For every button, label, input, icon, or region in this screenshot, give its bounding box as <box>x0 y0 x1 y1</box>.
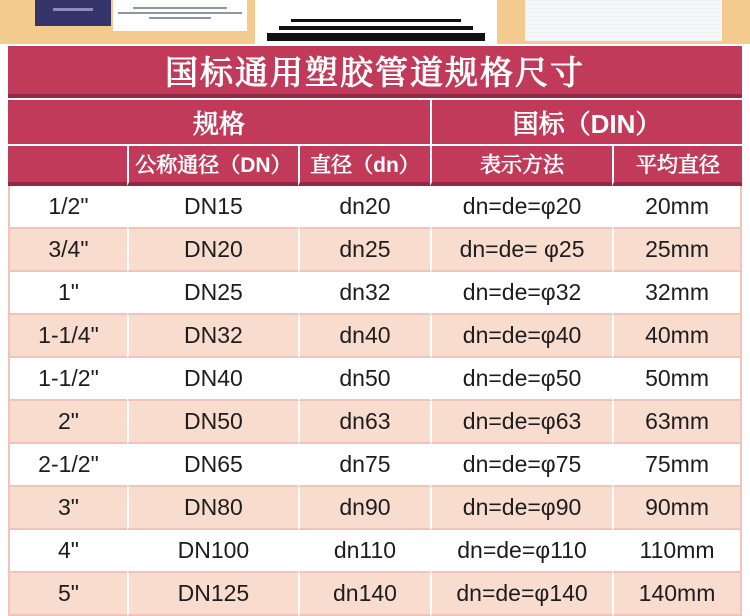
subheader-nominal-dn: 公称通径（DN） <box>127 146 298 186</box>
cell-dn-nominal: DN15 <box>127 186 298 229</box>
spec-table <box>8 100 742 616</box>
paper-sheet-image <box>525 0 722 41</box>
framed-certificate-image <box>255 0 497 44</box>
cell-dn-nominal: DN40 <box>127 358 298 401</box>
cell-avg-diameter: 25mm <box>612 229 742 272</box>
table-row <box>8 401 742 444</box>
cell-dn-diameter: dn40 <box>298 315 430 358</box>
subheader-avg-diameter: 平均直径 <box>612 146 742 186</box>
cell-din-notation: dn=de= φ25 <box>430 229 612 272</box>
cell-din-notation: dn=de=φ110 <box>430 530 612 573</box>
cell-inch: 1-1/4" <box>8 315 127 358</box>
spec-sheet <box>8 46 742 616</box>
cell-dn-diameter: dn50 <box>298 358 430 401</box>
subheader-notation: 表示方法 <box>430 146 612 186</box>
cell-dn-diameter: dn90 <box>298 487 430 530</box>
cell-avg-diameter: 40mm <box>612 315 742 358</box>
cell-dn-diameter: dn20 <box>298 186 430 229</box>
cell-avg-diameter: 20mm <box>612 186 742 229</box>
cell-dn-nominal: DN65 <box>127 444 298 487</box>
top-banner <box>0 0 750 44</box>
cell-din-notation: dn=de=φ90 <box>430 487 612 530</box>
cell-inch: 3" <box>8 487 127 530</box>
subheader-diameter-dn: 直径（dn） <box>298 146 430 186</box>
cell-dn-diameter: dn75 <box>298 444 430 487</box>
table-row <box>8 530 742 573</box>
cell-avg-diameter: 140mm <box>612 573 742 616</box>
cell-inch: 1-1/2" <box>8 358 127 401</box>
table-row <box>8 272 742 315</box>
cell-dn-diameter: dn32 <box>298 272 430 315</box>
cell-dn-diameter: dn25 <box>298 229 430 272</box>
cell-dn-diameter: dn110 <box>298 530 430 573</box>
cell-dn-nominal: DN25 <box>127 272 298 315</box>
table-row <box>8 573 742 616</box>
certificate-page-image <box>113 0 247 31</box>
subheader-blank <box>8 146 127 186</box>
cell-inch: 4" <box>8 530 127 573</box>
cell-avg-diameter: 90mm <box>612 487 742 530</box>
cell-dn-diameter: dn63 <box>298 401 430 444</box>
table-row <box>8 186 742 229</box>
cell-avg-diameter: 50mm <box>612 358 742 401</box>
cell-dn-nominal: DN100 <box>127 530 298 573</box>
header-sub-row <box>8 146 742 186</box>
cell-inch: 5" <box>8 573 127 616</box>
cell-din-notation: dn=de=φ20 <box>430 186 612 229</box>
table-row <box>8 229 742 272</box>
table-row <box>8 487 742 530</box>
cell-dn-nominal: DN50 <box>127 401 298 444</box>
cell-avg-diameter: 75mm <box>612 444 742 487</box>
cell-din-notation: dn=de=φ50 <box>430 358 612 401</box>
table-row <box>8 358 742 401</box>
cell-dn-nominal: DN20 <box>127 229 298 272</box>
cell-avg-diameter: 32mm <box>612 272 742 315</box>
cell-dn-diameter: dn140 <box>298 573 430 616</box>
cell-inch: 2" <box>8 401 127 444</box>
header-group-row <box>8 100 742 146</box>
certificate-book-image <box>35 0 111 26</box>
header-group-spec: 规格 <box>8 100 430 146</box>
certificate-book-text <box>53 8 93 11</box>
cell-din-notation: dn=de=φ75 <box>430 444 612 487</box>
cell-din-notation: dn=de=φ40 <box>430 315 612 358</box>
cell-din-notation: dn=de=φ63 <box>430 401 612 444</box>
cell-inch: 1/2" <box>8 186 127 229</box>
cell-dn-nominal: DN32 <box>127 315 298 358</box>
cell-inch: 1" <box>8 272 127 315</box>
cell-inch: 2-1/2" <box>8 444 127 487</box>
cell-dn-nominal: DN80 <box>127 487 298 530</box>
spec-sheet-title: 国标通用塑胶管道规格尺寸 <box>8 46 742 98</box>
table-row <box>8 444 742 487</box>
cell-inch: 3/4" <box>8 229 127 272</box>
cell-din-notation: dn=de=φ140 <box>430 573 612 616</box>
cell-avg-diameter: 110mm <box>612 530 742 573</box>
cell-dn-nominal: DN125 <box>127 573 298 616</box>
cell-avg-diameter: 63mm <box>612 401 742 444</box>
header-group-din: 国标（DIN） <box>430 100 742 146</box>
table-row <box>8 315 742 358</box>
cell-din-notation: dn=de=φ32 <box>430 272 612 315</box>
